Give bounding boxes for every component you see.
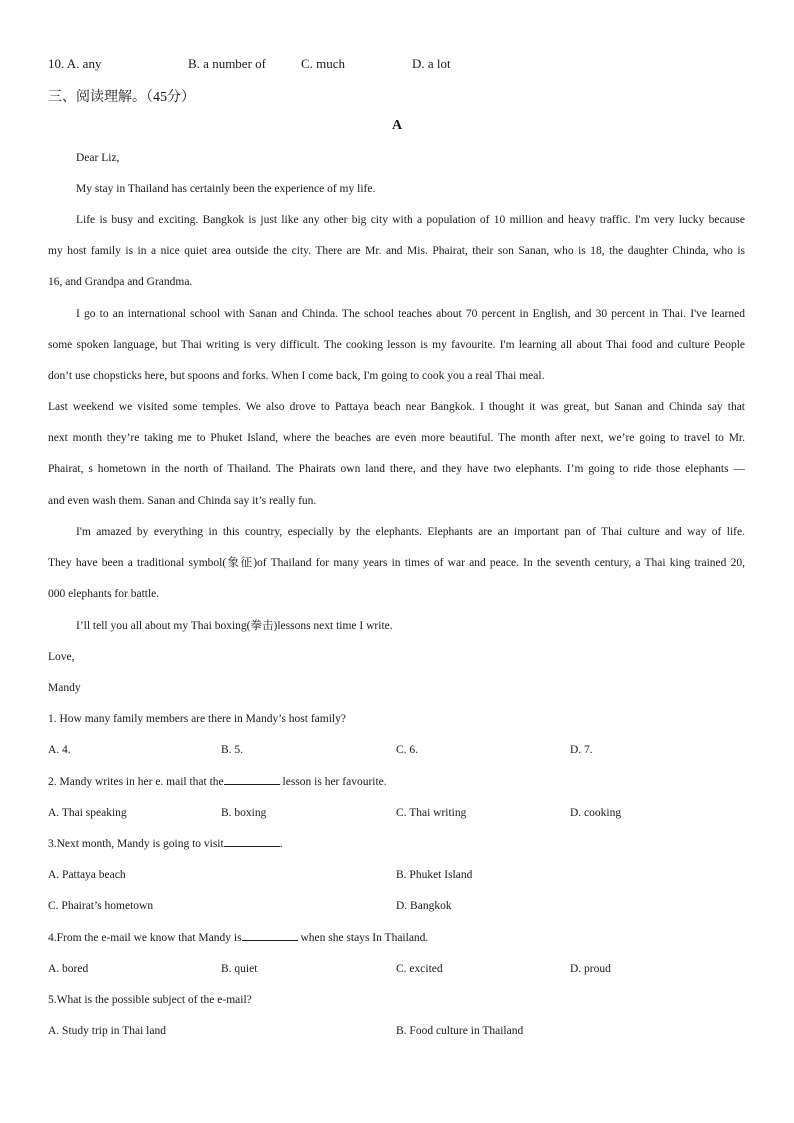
question-4-option-d: D. proud	[570, 963, 611, 975]
question-1-option-c: C. 6.	[396, 744, 419, 756]
letter-paragraph-4-line-4: and even wash them. Sanan and Chinda say it’s really fun.	[48, 495, 317, 507]
question-3-option-d: D. Bangkok	[396, 900, 452, 912]
letter-paragraph-5-line-3: 000 elephants for battle.	[48, 588, 160, 600]
question-1-option-a: A. 4.	[48, 744, 71, 756]
letter-paragraph-2-line-2: my host family is in a nice quiet area outside the city. There are Mr. and Mis. Phairat, their son Sanan, who is 18, the daughter Chinda, who is	[48, 245, 745, 257]
question-2-stem-end: lesson is her favourite.	[279, 776, 387, 788]
question-2-stem	[48, 774, 387, 790]
question-1-option-b: B. 5.	[221, 744, 244, 756]
question-5-option-b: B. Food culture in Thailand	[396, 1025, 524, 1037]
question-1-stem: 1. How many family members are there in Mandy’s host family?	[48, 713, 346, 725]
question-4-option-c: C. excited	[396, 963, 443, 975]
passage-title: A	[391, 118, 403, 133]
question-1-option-d: D. 7.	[570, 744, 593, 756]
question-3-option-b: B. Phuket Island	[396, 869, 473, 881]
question-4-stem-end: when she stays In Thailand.	[297, 932, 429, 944]
question-2-option-d: D. cooking	[570, 807, 622, 819]
letter-paragraph-1: My stay in Thailand has certainly been the experience of my life.	[76, 183, 376, 195]
letter-paragraph-5-line-2: They have been a traditional symbol(象征)of Thailand for many years in times of war and peace. In the seventh century, a Thai king trained 20,	[48, 557, 745, 569]
letter-greeting: Dear Liz,	[76, 152, 120, 164]
question-3-answer-blank[interactable]	[224, 836, 280, 847]
letter-paragraph-4-line-3: Phairat, s hometown in the north of Thailand. The Phairats own land there, and they have two elephants. I’m going to ride those elephants —	[48, 463, 745, 475]
letter-paragraph-2-line-3: 16, and Grandpa and Grandma.	[48, 276, 193, 288]
question-5-option-a: A. Study trip in Thai land	[48, 1025, 166, 1037]
question-3-stem-start: 3.Next month, Mandy is going to visit	[48, 838, 224, 850]
question-4-option-a: A. bored	[48, 963, 89, 975]
letter-paragraph-4-line-2: next month they’re taking me to Phuket Island, where the beaches are even more beautiful. The month after next, we’re going to travel to Mr.	[48, 432, 745, 444]
question-5-stem: 5.What is the possible subject of the e-mail?	[48, 994, 252, 1006]
question-3-option-c: C. Phairat’s hometown	[48, 900, 154, 912]
letter-paragraph-3-line-2: some spoken language, but Thai writing is very difficult. The cooking lesson is my favourite. I'm learning all about Thai food and culture People	[48, 339, 745, 351]
question-2-stem-start: 2. Mandy writes in her e. mail that the	[48, 776, 224, 788]
q10-option-d: D. a lot	[412, 56, 451, 71]
q10-option-a: 10. A. any	[48, 56, 102, 71]
question-4-stem	[48, 930, 428, 946]
letter-paragraph-6: I’ll tell you all about my Thai boxing(拳击)lessons next time I write.	[76, 620, 393, 632]
question-4-option-b: B. quiet	[221, 963, 258, 975]
letter-paragraph-4-line-1: Last weekend we visited some temples. We also drove to Pattaya beach near Bangkok. I thought it was great, but Sanan and Chinda say that	[48, 401, 745, 413]
q10-option-b: B. a number of	[188, 56, 266, 71]
letter-paragraph-5-line-1: I'm amazed by everything in this country, especially by the elephants. Elephants are an important pan of Thai culture and way of life.	[76, 526, 745, 538]
question-4-stem-start: 4.From the e-mail we know that Mandy is	[48, 932, 242, 944]
section-heading: 三、阅读理解。（45分）	[48, 90, 195, 105]
question-3-stem-end: .	[279, 838, 283, 850]
question-3-stem	[48, 836, 283, 852]
letter-signature: Mandy	[48, 682, 81, 694]
q10-option-c: C. much	[301, 56, 346, 71]
letter-paragraph-3-line-1: I go to an international school with Sanan and Chinda. The school teaches about 70 percent in English, and 30 percent in Thai. I've learned	[76, 308, 745, 320]
letter-closing: Love,	[48, 651, 75, 663]
question-2-option-b: B. boxing	[221, 807, 267, 819]
question-2-answer-blank[interactable]	[224, 774, 280, 785]
question-2-option-c: C. Thai writing	[396, 807, 467, 819]
letter-paragraph-3-line-3: don’t use chopsticks here, but spoons and forks. When I come back, I'm going to cook you a real Thai meal.	[48, 370, 545, 382]
question-4-answer-blank[interactable]	[242, 930, 298, 941]
question-3-option-a: A. Pattaya beach	[48, 869, 126, 881]
question-2-option-a: A. Thai speaking	[48, 807, 127, 819]
letter-paragraph-2-line-1: Life is busy and exciting. Bangkok is just like any other big city with a population of 10 million and heavy traffic. I'm very lucky because	[76, 214, 745, 226]
